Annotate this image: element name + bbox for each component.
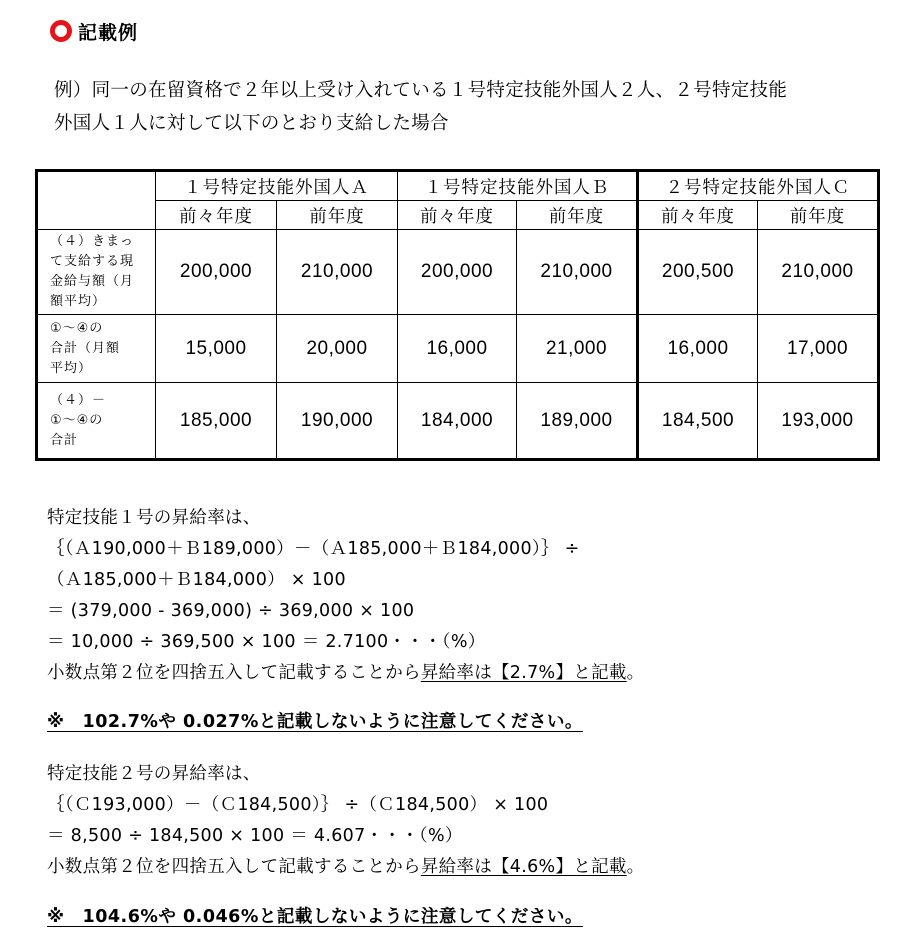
table-cell: 185,000 <box>156 383 277 460</box>
group-header-a: １号特定技能外国人Ａ <box>156 171 398 201</box>
corner-cell <box>37 171 156 230</box>
subheader: 前年度 <box>517 201 638 230</box>
calc-line: ＝ (379,000 - 369,000) ÷ 369,000 × 100 <box>47 601 415 621</box>
salary-table <box>35 169 880 461</box>
table-cell: 15,000 <box>156 315 277 383</box>
subheader: 前々年度 <box>398 201 517 230</box>
heading-title: 記載例 <box>78 21 139 44</box>
table-cell: 200,000 <box>398 230 517 315</box>
circle-mark-icon <box>50 20 72 42</box>
table-cell: 193,000 <box>758 383 879 460</box>
group-header-c: ２号特定技能外国人Ｃ <box>638 171 879 201</box>
conclusion-emphasis: 昇給率は【4.6%】と記載 <box>420 857 627 877</box>
table-cell: 210,000 <box>277 230 398 315</box>
table-cell: 184,000 <box>398 383 517 460</box>
intro-paragraph <box>54 74 884 140</box>
table-cell: 210,000 <box>758 230 879 315</box>
table-cell: 200,000 <box>156 230 277 315</box>
warning-note-type1: ※ 102.7%や 0.027%と記載しないように注意してください。 <box>47 712 583 732</box>
calc-line: ＝ 8,500 ÷ 184,500 × 100 ＝ 4.607・・・（%） <box>47 826 463 846</box>
calc-conclusion: 小数点第２位を四捨五入して記載することから昇給率は【4.6%】と記載。 <box>47 857 645 877</box>
calc-line: 特定技能１号の昇給率は、 <box>47 508 261 528</box>
table-cell: 21,000 <box>517 315 638 383</box>
subheader: 前年度 <box>277 201 398 230</box>
row-label-allowance-total: ①～④の 合計（月額 平均） <box>37 315 156 383</box>
subheader: 前々年度 <box>638 201 758 230</box>
table-cell: 184,500 <box>638 383 758 460</box>
calculation-type2 <box>47 759 644 883</box>
subheader: 前年度 <box>758 201 879 230</box>
table-cell: 200,500 <box>638 230 758 315</box>
calc-line: 特定技能２号の昇給率は、 <box>47 764 261 784</box>
example-heading <box>50 14 138 48</box>
table-cell: 210,000 <box>517 230 638 315</box>
table-cell: 17,000 <box>758 315 879 383</box>
calc-conclusion: 小数点第２位を四捨五入して記載することから昇給率は【2.7%】と記載。 <box>47 663 645 683</box>
row-label-fixed-salary: （４）きまっ て支給する現 金給与額（月 額平均） <box>37 230 156 315</box>
table-cell: 20,000 <box>277 315 398 383</box>
row-label-difference: （４）－ ①～④の 合計 <box>37 383 156 460</box>
calculation-type1 <box>47 503 644 689</box>
conclusion-emphasis: 昇給率は【2.7%】と記載 <box>420 663 627 683</box>
group-header-b: １号特定技能外国人Ｂ <box>398 171 638 201</box>
calc-line: ＝ 10,000 ÷ 369,500 × 100 ＝ 2.7100・・・（%） <box>47 632 486 652</box>
intro-line: 例）同一の在留資格で２年以上受け入れている１号特定技能外国人２人、２号特定技能 <box>54 80 788 101</box>
warning-note-type2: ※ 104.6%や 0.046%と記載しないように注意してください。 <box>47 907 583 927</box>
calc-line: （Ａ185,000＋Ｂ184,000） × 100 <box>47 570 346 590</box>
intro-line: 外国人１人に対して以下のとおり支給した場合 <box>54 113 449 134</box>
table-cell: 16,000 <box>638 315 758 383</box>
calc-line: ｛（Ａ190,000＋Ｂ189,000）－（Ａ185,000＋Ｂ184,000）｝ ÷ <box>47 539 580 559</box>
calc-line: ｛（Ｃ193,000）－（Ｃ184,500）｝ ÷（Ｃ184,500） × 100 <box>47 795 549 815</box>
table-cell: 16,000 <box>398 315 517 383</box>
table-cell: 189,000 <box>517 383 638 460</box>
table-cell: 190,000 <box>277 383 398 460</box>
subheader: 前々年度 <box>156 201 277 230</box>
